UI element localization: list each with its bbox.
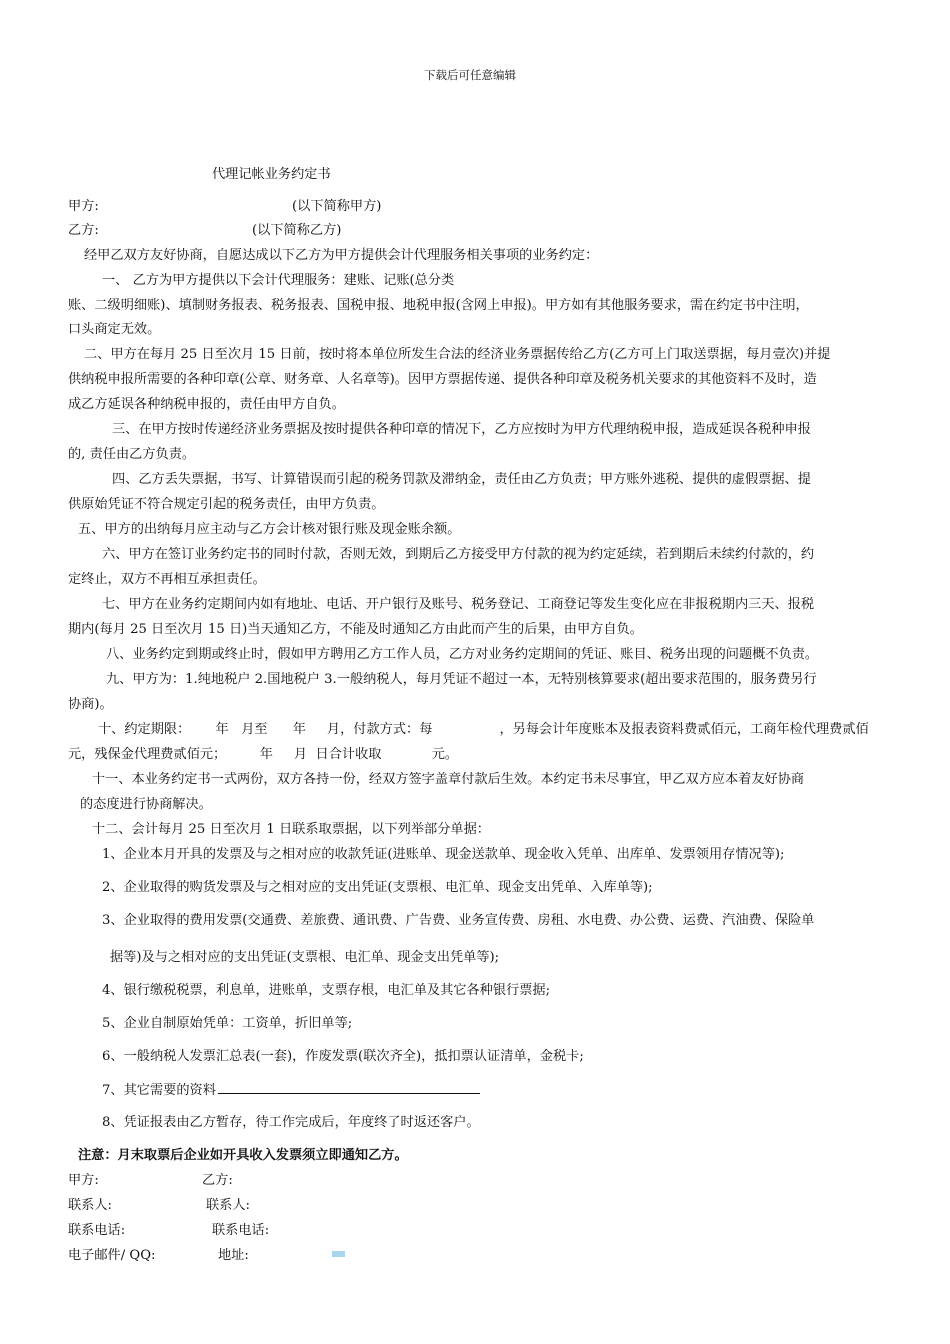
clause-12: 十二、会计每月 25 日至次月 1 日联系取票据，以下列举部分单据： xyxy=(92,822,490,837)
clause-5: 五、甲方的出纳每月应主动与乙方会计核对银行账及现金账余额。 xyxy=(78,522,461,537)
list-item-1: 1、企业本月开具的发票及与之相对应的收款凭证(进账单、现金送款单、现金收入凭单、出库单、发票领用存情况等); xyxy=(102,847,785,862)
party-a-label: 甲方: xyxy=(68,199,99,214)
list-item-8: 8、凭证报表由乙方暂存，待工作完成后，年度终了时返还客户。 xyxy=(102,1115,480,1130)
clause-11-line-2: 的态度进行协商解决。 xyxy=(80,797,212,812)
clause-9-line-1: 九、甲方为：1.纯地税户 2.国地税户 3.一般纳税人，每月凭证不超过一本，无特别核算要求(超出要求范围的，服务费另行 xyxy=(106,672,817,687)
list-item-3b: 据等)及与之相对应的支出凭证(支票根、电汇单、现金支出凭单等); xyxy=(110,950,500,965)
document-title: 代理记帐业务约定书 xyxy=(212,167,331,182)
highlight-mark xyxy=(332,1251,345,1257)
list-item-2: 2、企业取得的购货发票及与之相对应的支出凭证(支票根、电汇单、现金支出凭单、入库单等); xyxy=(102,880,653,895)
signature-party-a: 甲方: xyxy=(68,1173,99,1188)
intro-paragraph: 经甲乙双方友好协商，自愿达成以下乙方为甲方提供会计代理服务相关事项的业务约定： xyxy=(84,248,599,263)
clause-10-line-2: 元，残保金代理费贰佰元； 年 月 日合计收取 元。 xyxy=(68,747,459,762)
signature-a-phone: 联系电话: xyxy=(68,1223,126,1238)
clause-10-line-1: 十、约定期限： 年 月至 年 月，付款方式：每 ，另每会计年度账本及报表资料费贰佰元，工商年检代理费贰佰 xyxy=(98,722,869,737)
list-item-5: 5、企业自制原始凭单：工资单，折旧单等; xyxy=(102,1016,353,1031)
signature-b-phone: 联系电话: xyxy=(212,1223,270,1238)
clause-3-line-2: 的, 责任由乙方负责。 xyxy=(68,447,196,462)
header-note: 下载后可任意编辑 xyxy=(424,68,516,82)
list-item-7 xyxy=(102,1081,480,1100)
notice-text: 注意：月末取票后企业如开具收入发票须立即通知乙方。 xyxy=(78,1148,408,1163)
clause-2-line-3: 成乙方延误各种纳税申报的，责任由甲方自负。 xyxy=(68,397,345,412)
party-b-suffix: (以下简称乙方) xyxy=(252,223,342,238)
clause-4-line-2: 供原始凭证不符合规定引起的税务责任，由甲方负责。 xyxy=(68,497,385,512)
clause-11-line-1: 十一、本业务约定书一式两份，双方各持一份，经双方签字盖章付款后生效。本约定书未尽事宜，甲乙双方应本着友好协商 xyxy=(92,772,805,787)
signature-b-contact: 联系人: xyxy=(206,1198,251,1213)
party-b-label: 乙方: xyxy=(68,223,99,238)
clause-6-line-2: 定终止，双方不再相互承担责任。 xyxy=(68,572,266,587)
clause-6-line-1: 六、甲方在签订业务约定书的同时付款，否则无效，到期后乙方接受甲方付款的视为约定延续，若到期后未续约付款的，约 xyxy=(102,547,815,562)
clause-1-line-3: 口头商定无效。 xyxy=(68,322,161,337)
clause-2-line-2: 供纳税申报所需要的各种印章(公章、财务章、人名章等)。因甲方票据传递、提供各种印章及税务机关要求的其他资料不及时，造 xyxy=(68,372,817,387)
signature-a-contact: 联系人: xyxy=(68,1198,113,1213)
clause-1-line-1: 一、 乙方为甲方提供以下会计代理服务：建账、记账(总分类 xyxy=(102,273,455,288)
fill-in-blank-line xyxy=(218,1081,480,1094)
clause-1-line-2: 账、二级明细账)、填制财务报表、税务报表、国税申报、地税申报(含网上申报)。甲方如有其他服务要求，需在约定书中注明， xyxy=(68,298,809,313)
clause-7-line-1: 七、甲方在业务约定期间内如有地址、电话、开户银行及账号、税务登记、工商登记等发生变化应在非报税期内三天、报税 xyxy=(102,597,815,612)
clause-9-line-2: 协商)。 xyxy=(68,697,113,712)
signature-b-address: 地址: xyxy=(218,1248,249,1263)
signature-a-email: 电子邮件/ QQ: xyxy=(68,1248,156,1263)
signature-party-b: 乙方: xyxy=(202,1173,233,1188)
clause-3-line-1: 三、在甲方按时传递经济业务票据及按时提供各种印章的情况下，乙方应按时为甲方代理纳税申报，造成延误各税种申报 xyxy=(112,422,811,437)
list-item-4: 4、银行缴税税票，利息单，进账单，支票存根，电汇单及其它各种银行票据; xyxy=(102,983,551,998)
clause-2-line-1: 二、甲方在每月 25 日至次月 15 日前，按时将本单位所发生合法的经济业务票据传给乙方(乙方可上门取送票据，每月壹次)并提 xyxy=(84,347,831,362)
clause-7-line-2: 期内(每月 25 日至次月 15 日)当天通知乙方，不能及时通知乙方由此而产生的后果，由甲方自负。 xyxy=(68,622,643,637)
list-item-7-label: 7、其它需要的资料 xyxy=(102,1083,216,1098)
clause-8: 八、业务约定到期或终止时，假如甲方聘用乙方工作人员，乙方对业务约定期间的凭证、账目、税务出现的问题概不负责。 xyxy=(106,647,819,662)
list-item-3a: 3、企业取得的费用发票(交通费、差旅费、通讯费、广告费、业务宣传费、房租、水电费、办公费、运费、汽油费、保险单 xyxy=(102,913,815,928)
clause-4-line-1: 四、乙方丢失票据，书写、计算错误而引起的税务罚款及滞纳金，责任由乙方负责；甲方账外逃税、提供的虚假票据、提 xyxy=(112,472,811,487)
party-a-suffix: (以下简称甲方) xyxy=(292,199,382,214)
list-item-6: 6、一般纳税人发票汇总表(一套)，作废发票(联次齐全)，抵扣票认证清单，金税卡; xyxy=(102,1049,584,1064)
